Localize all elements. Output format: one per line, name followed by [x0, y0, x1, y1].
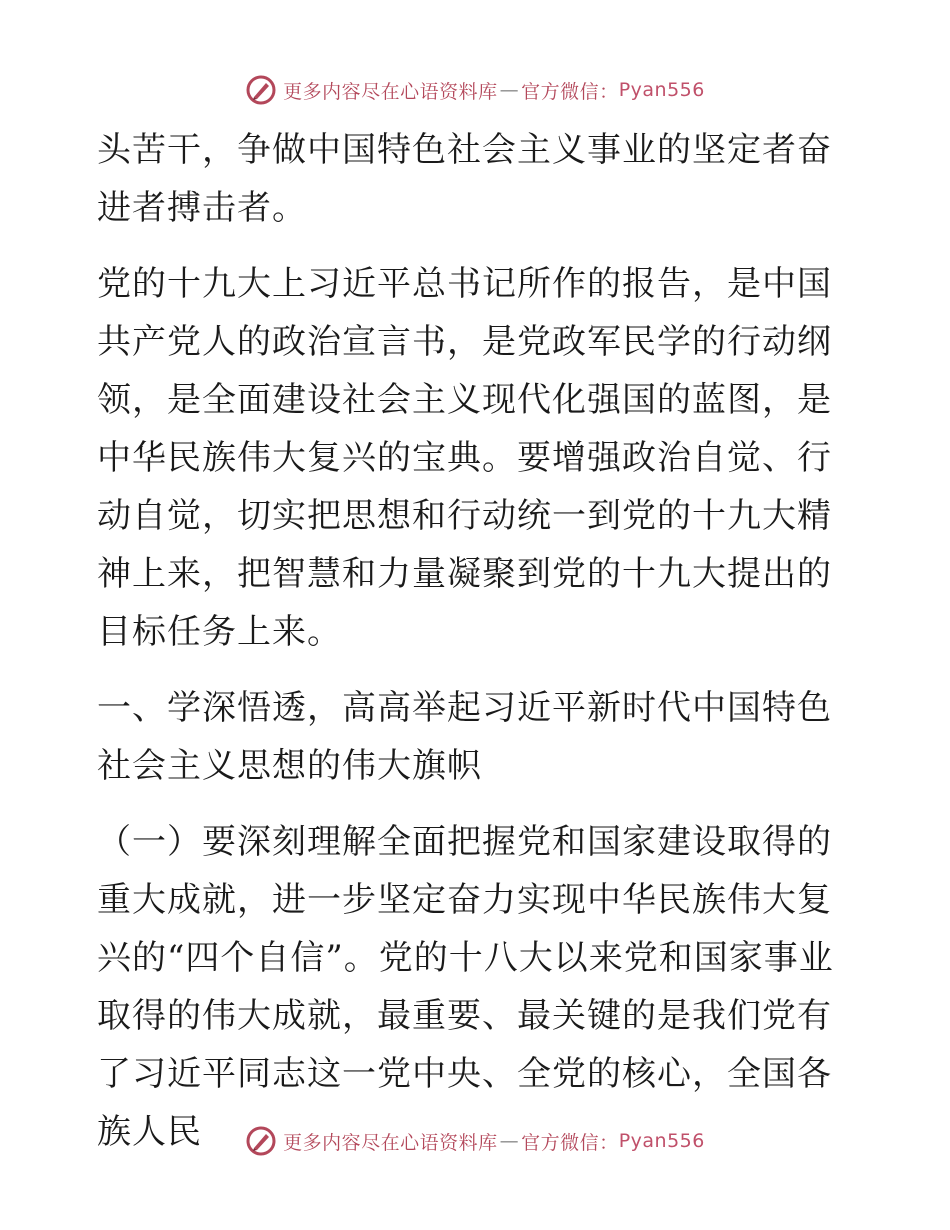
watermark-separator: —	[499, 79, 520, 101]
watermark-official: 官方微信：	[521, 1131, 619, 1154]
watermark-official: 官方微信：	[521, 80, 619, 103]
footer-watermark	[0, 1121, 950, 1161]
watermark-handle: Pyan556	[618, 79, 705, 101]
watermark-handle: Pyan556	[618, 1130, 705, 1152]
header-watermark	[0, 70, 950, 110]
watermark-separator: —	[499, 1130, 520, 1152]
pen-logo-icon	[245, 74, 277, 106]
paragraph-2: 党的十九大上习近平总书记所作的报告，是中国共产党人的政治宣言书，是党政军民学的行动纲领，是全面建设社会主义现代化强国的蓝图，是中华民族伟大复兴的宝典。要增强政治自觉、行动自觉，切实把思想和行动统一到党的十九大精神上来，把智慧和力量凝聚到党的十九大提出的目标任务上来。	[97, 264, 832, 652]
paragraph-1: 头苦干，争做中国特色社会主义事业的坚定者奋进者搏击者。	[97, 130, 832, 228]
watermark-text: 更多内容尽在心语资料库	[283, 80, 498, 103]
pen-logo-icon	[245, 1125, 277, 1157]
watermark-text: 更多内容尽在心语资料库	[283, 1131, 498, 1154]
paragraph-3: （一）要深刻理解全面把握党和国家建设取得的重大成就，进一步坚定奋力实现中华民族伟大复兴的“四个自信”。党的十八大以来党和国家事业取得的伟大成就，最重要、最关键的是我们党有了习近平同志这一党中央、全党的核心，全国各族人民	[97, 822, 834, 1152]
document-body	[97, 121, 853, 1179]
section-heading: 一、学深悟透，高高举起习近平新时代中国特色社会主义思想的伟大旗帜	[97, 688, 832, 786]
